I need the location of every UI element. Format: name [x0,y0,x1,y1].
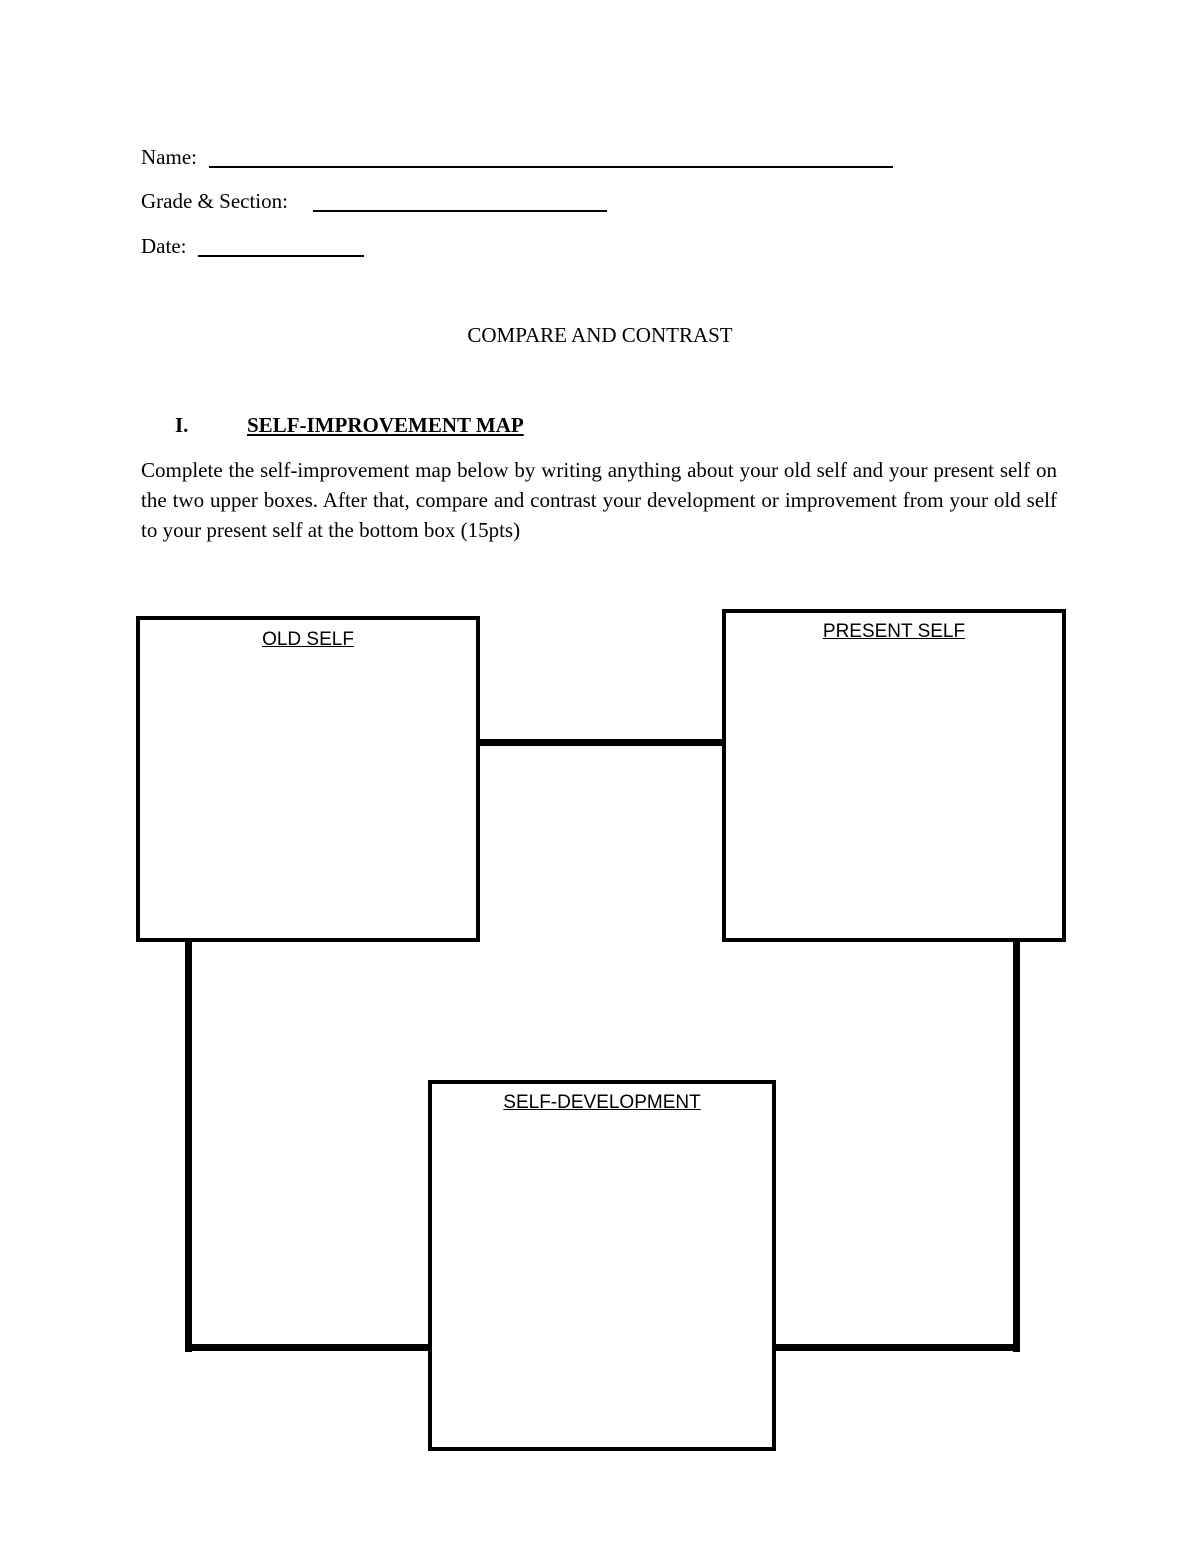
grade-section-input-line[interactable] [313,210,607,212]
grade-section-field-row [141,189,288,213]
self-development-box[interactable] [428,1080,776,1451]
connector-bottom-right [773,1344,1020,1351]
present-self-box[interactable] [722,609,1066,942]
connector-top [477,739,724,746]
present-self-label: PRESENT SELF [822,621,966,642]
old-self-box[interactable] [136,616,480,942]
connector-left-vertical [185,939,192,1352]
section-number: I. [175,413,189,437]
name-label: Name: [141,145,197,169]
date-field-row [141,234,186,258]
connector-right-vertical [1013,939,1020,1352]
date-input-line[interactable] [198,255,364,257]
connector-bottom-left [185,1344,431,1351]
page-title: COMPARE AND CONTRAST [467,323,733,347]
grade-section-label: Grade & Section: [141,189,288,213]
name-input-line[interactable] [209,166,893,168]
instructions-paragraph: Complete the self-improvement map below by writing anything about your old self and your present self on the two upper boxes. After that, compare and contrast your development or improvement from your old self to your present self at the bottom box (15pts) [141,458,1057,542]
self-development-label: SELF-DEVELOPMENT [503,1092,701,1113]
name-field-row [141,145,197,169]
old-self-label: OLD SELF [262,629,354,650]
section-heading: SELF-IMPROVEMENT MAP [247,413,524,437]
date-label: Date: [141,234,187,258]
